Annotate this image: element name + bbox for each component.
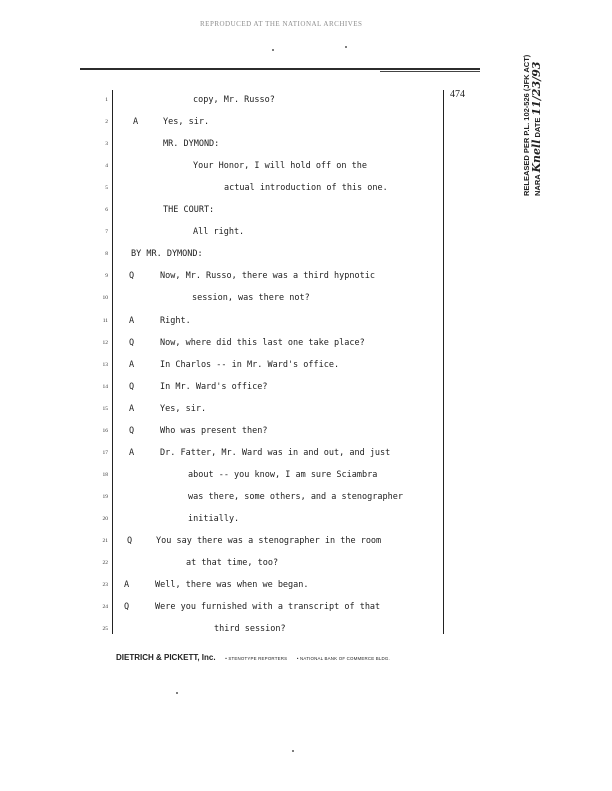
speaker-marker: A bbox=[129, 359, 135, 370]
speck-mark bbox=[345, 46, 347, 48]
line-number: 4 bbox=[105, 163, 108, 170]
transcript-line: THE COURT: bbox=[163, 205, 215, 216]
line-number: 8 bbox=[105, 251, 108, 258]
line-number: 15 bbox=[102, 405, 108, 412]
line-number: 23 bbox=[102, 582, 108, 589]
line-number: 19 bbox=[102, 493, 108, 500]
speck-mark bbox=[272, 49, 274, 51]
line-number: 2 bbox=[105, 119, 108, 126]
line-number: 14 bbox=[102, 383, 108, 390]
line-number: 10 bbox=[102, 295, 108, 302]
speaker-marker: A bbox=[133, 117, 139, 128]
speck-mark bbox=[292, 750, 294, 752]
top-rule bbox=[80, 68, 480, 70]
transcript-line: Your Honor, I will hold off on the bbox=[193, 161, 367, 172]
line-number: 21 bbox=[102, 538, 108, 544]
firm-service: STENOTYPE REPORTERS bbox=[228, 656, 288, 661]
line-number: 16 bbox=[102, 427, 108, 434]
line-number: 13 bbox=[102, 361, 108, 368]
transcript-line: Right. bbox=[160, 315, 191, 326]
line-number: 20 bbox=[102, 515, 108, 522]
transcript-line: Dr. Fatter, Mr. Ward was in and out, and just bbox=[160, 447, 391, 458]
speaker-marker: Q bbox=[127, 536, 133, 546]
speaker-marker: Q bbox=[124, 602, 130, 613]
line-number: 7 bbox=[105, 229, 108, 236]
reporter-footer: DIETRICH & PICKETT, Inc. • STENOTYPE REPORTERS • NATIONAL BANK OF COMMERCE BLDG. bbox=[116, 653, 390, 662]
transcript-line: MR. DYMOND: bbox=[163, 139, 220, 150]
speaker-marker: Q bbox=[129, 381, 135, 392]
transcript-line: Now, Mr. Russo, there was a third hypnotic bbox=[160, 271, 375, 282]
transcript-line: initially. bbox=[188, 513, 240, 524]
transcript-line: third session? bbox=[214, 624, 286, 635]
transcript-line: You say there was a stenographer in the room bbox=[156, 536, 382, 546]
firm-location: NATIONAL BANK OF COMMERCE BLDG. bbox=[300, 656, 390, 661]
line-number: 11 bbox=[102, 317, 108, 324]
line-number: 22 bbox=[102, 560, 108, 567]
speaker-marker: A bbox=[129, 403, 135, 414]
transcript-line: Yes, sir. bbox=[163, 117, 210, 128]
firm-name: DIETRICH & PICKETT, Inc. bbox=[116, 653, 216, 662]
speaker-marker: Q bbox=[129, 337, 135, 348]
archive-header-text: REPRODUCED AT THE NATIONAL ARCHIVES bbox=[200, 20, 363, 28]
speaker-marker: A bbox=[124, 580, 130, 591]
line-number: 17 bbox=[102, 449, 108, 456]
transcript-line: Were you furnished with a transcript of that bbox=[155, 602, 381, 613]
transcript-line: All right. bbox=[193, 227, 245, 238]
line-number: 12 bbox=[102, 339, 108, 346]
speck-mark bbox=[176, 692, 178, 694]
transcript-line: Well, there was when we began. bbox=[155, 580, 309, 591]
transcript-line: In Charlos -- in Mr. Ward's office. bbox=[160, 359, 340, 370]
transcript-line: Yes, sir. bbox=[160, 403, 207, 414]
release-stamp-line: RELEASED PER P.L. 102-526 (JFK ACT) bbox=[522, 54, 531, 196]
line-number: 6 bbox=[105, 207, 108, 214]
line-number: 5 bbox=[105, 185, 108, 192]
speaker-marker: A bbox=[129, 315, 135, 326]
top-rule-secondary bbox=[380, 71, 480, 72]
transcript-line: session, was there not? bbox=[192, 293, 310, 304]
transcript-line: In Mr. Ward's office? bbox=[160, 381, 268, 392]
transcript-line: BY MR. DYMOND: bbox=[131, 249, 203, 260]
release-stamp bbox=[522, 55, 543, 196]
nara-signature: Knell bbox=[530, 139, 543, 173]
page-number: 474 bbox=[450, 89, 465, 100]
release-date: 11/23/93 bbox=[530, 61, 543, 116]
transcript-line: at that time, too? bbox=[186, 558, 279, 569]
transcript-line: was there, some others, and a stenographer bbox=[188, 491, 403, 502]
line-number: 1 bbox=[105, 97, 108, 103]
transcript-line: about -- you know, I am sure Sciambra bbox=[188, 469, 378, 480]
transcript-line: Who was present then? bbox=[160, 425, 268, 436]
transcript-line: Now, where did this last one take place? bbox=[160, 337, 365, 348]
line-number: 18 bbox=[102, 471, 108, 478]
transcript-line: copy, Mr. Russo? bbox=[193, 95, 275, 105]
nara-label: NARA bbox=[533, 174, 542, 196]
speaker-marker: Q bbox=[129, 425, 135, 436]
line-number: 3 bbox=[105, 141, 108, 148]
line-number: 25 bbox=[102, 626, 108, 633]
date-label: DATE bbox=[533, 117, 542, 138]
line-number: 9 bbox=[105, 273, 108, 280]
speaker-marker: A bbox=[129, 447, 135, 458]
line-number: 24 bbox=[102, 604, 108, 611]
speaker-marker: Q bbox=[129, 271, 135, 282]
transcript-line: actual introduction of this one. bbox=[224, 183, 388, 194]
